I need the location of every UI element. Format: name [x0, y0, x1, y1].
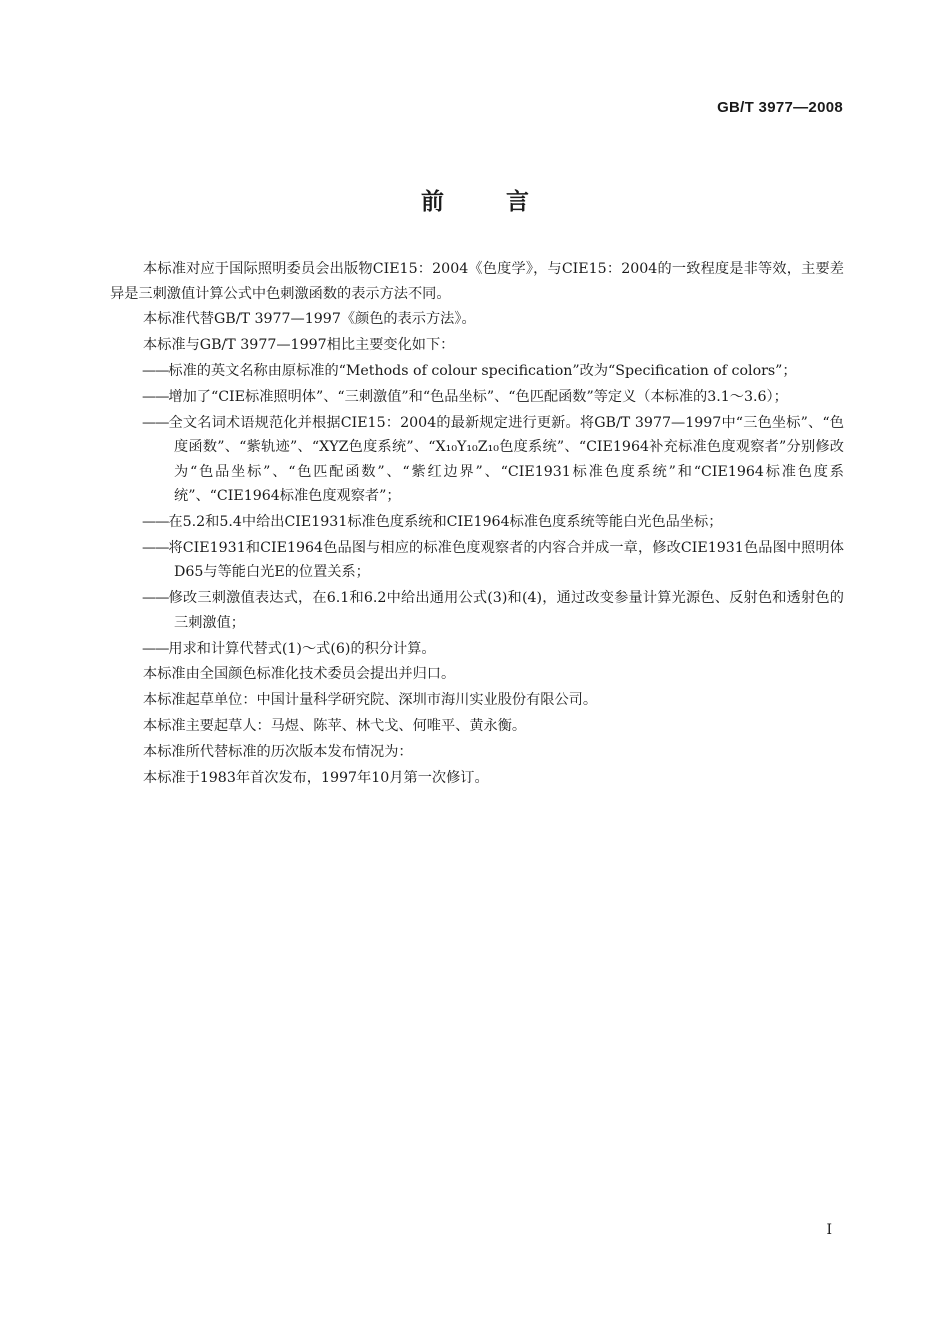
list-item [110, 586, 844, 635]
list-item [110, 411, 844, 509]
list-dash: —— [142, 362, 169, 379]
list-item-text: 增加了“CIE标准照明体”、“三刺激值”和“色品坐标”、“色匹配函数”等定义（本标准的3.1～3.6）； [168, 388, 788, 405]
list-item [110, 536, 844, 585]
paragraph-history-intro: 本标准所代替标准的历次版本发布情况为： [143, 743, 413, 760]
page-title: 前言 [421, 189, 591, 215]
list-item [110, 359, 844, 384]
list-item-text: 将CIE1931和CIE1964色品图与相应的标准色度观察者的内容合并成一章，修改CIE1931色品图中照明体D65与等能白光E的位置关系； [168, 539, 844, 581]
list-item-text: 用求和计算代替式(1)～式(6)的积分计算。 [168, 640, 436, 657]
list-dash: —— [142, 388, 169, 405]
list-item [110, 510, 844, 535]
list-dash: —— [142, 414, 169, 431]
list-item-text: 标准的英文名称由原标准的“Methods of colour specification”改为“Specification of colors”； [168, 362, 797, 379]
list-item [110, 385, 844, 410]
paragraph-history: 本标准于1983年首次发布，1997年10月第一次修订。 [143, 769, 489, 786]
paragraph-changes-intro: 本标准与GB/T 3977—1997相比主要变化如下： [143, 337, 455, 354]
list-dash: —— [142, 640, 169, 657]
list-dash: —— [142, 539, 169, 556]
paragraph-drafting-units: 本标准起草单位：中国计量科学研究院、深圳市海川实业股份有限公司。 [143, 692, 598, 709]
paragraph-drafters: 本标准主要起草人：马煜、陈苹、林弋戈、何唯平、黄永衡。 [143, 717, 527, 734]
list-item-text: 在5.2和5.4中给出CIE1931标准色度系统和CIE1964标准色度系统等能白光色品坐标； [168, 514, 723, 531]
paragraph-correspondence: 本标准对应于国际照明委员会出版物CIE15：2004《色度学》，与CIE15：2004的一致程度是非等效，主要差异是三刺激值计算公式中色刺激函数的表示方法不同。 [110, 261, 844, 302]
list-item-text: 全文名词术语规范化并根据CIE15：2004的最新规定进行更新。将GB/T 3977—1997中“三色坐标”、“色度函数”、“紫轨迹”、“XYZ色度系统”、“X₁₀Y₁₀Z₁₀色度系统”、“CIE1964补充标准色度观察者”分别修改为“色品坐标”、“色匹配函数”、“紫红边界”、“CIE1931标准色度系统”和“CIE1964标准色度系统”、“CIE1964标准色度观察者”； [168, 414, 844, 505]
paragraph-proposer: 本标准由全国颜色标准化技术委员会提出并归口。 [143, 666, 456, 683]
list-dash: —— [142, 590, 169, 607]
list-item-text: 修改三刺激值表达式，在6.1和6.2中给出通用公式(3)和(4)，通过改变参量计算光源色、反射色和透射色的三刺激值； [168, 590, 844, 631]
standard-number: GB/T 3977—2008 [717, 99, 843, 116]
paragraph-replaces: 本标准代替GB/T 3977—1997《颜色的表示方法》。 [143, 311, 476, 328]
list-item [110, 637, 844, 662]
document-body [110, 257, 844, 791]
list-dash: —— [142, 514, 169, 531]
page-number: I [826, 1222, 832, 1238]
